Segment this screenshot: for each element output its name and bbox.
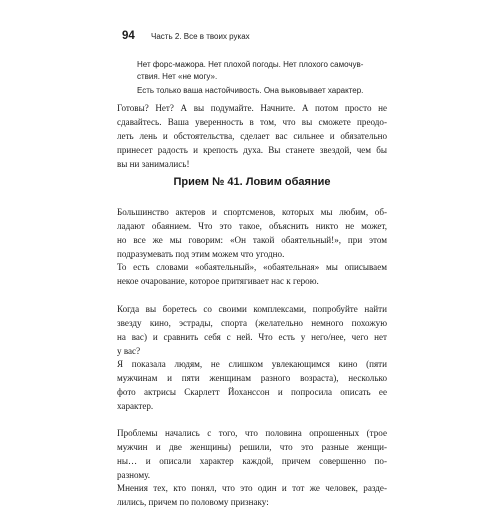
text-line: фото актрисы Скарлетт Йоханссон и попросила описать ее xyxy=(117,386,387,397)
paragraph xyxy=(117,102,387,172)
text-line: у вас? xyxy=(117,345,141,356)
quote-line: Нет форс-мажора. Нет плохой погоды. Нет плохого самочув- xyxy=(137,60,364,69)
text-line: мужчин и две женщины) решили, что это разные женщи- xyxy=(117,441,387,452)
running-head: Часть 2. Все в твоих руках xyxy=(151,32,250,41)
text-line: подразумевать под этим можем что угодно. xyxy=(117,248,285,259)
paragraph xyxy=(117,358,387,414)
text-line: То есть словами «обаятельный», «обаятельная» мы описываем xyxy=(117,262,387,272)
text-line: мужчинам и пяти женщинам разного возраста), несколько xyxy=(117,372,387,383)
text-line: на вас) и сравнить себя с ней. Что есть у него/нее, чего нет xyxy=(117,331,387,342)
text-line: принесет радость и крепость духа. Вы станете звездой, чем бы xyxy=(117,144,387,155)
text-line: звезду кино, эстрады, спорта (желательно немного похожую xyxy=(117,317,387,328)
text-line: лились, причем по половому признаку: xyxy=(117,496,269,507)
paragraph xyxy=(117,206,387,262)
text-line: Я показала людям, не слишком увлекающимся кино (пяти xyxy=(117,359,387,369)
text-line: леть лень и обстоятельства, сделает вас сильнее и обязательно xyxy=(117,130,387,141)
section-title: Прием № 41. Ловим обаяние xyxy=(173,176,331,188)
text-line: Большинство актеров и спортсменов, которых мы любим, об- xyxy=(117,207,387,217)
quote-line: ствия. Нет «не могу». xyxy=(137,72,218,81)
paragraph xyxy=(117,261,387,289)
text-line: характер. xyxy=(117,400,154,411)
page-header xyxy=(122,29,382,45)
text-line: Мнения тех, кто понял, что это один и тот же человек, разде- xyxy=(117,483,387,493)
quote-block xyxy=(137,59,385,83)
text-line: вы ни занимались! xyxy=(117,158,190,169)
text-line: Когда вы боретесь со своими комплексами, попробуйте найти xyxy=(117,304,387,314)
text-line: Проблемы начались с того, что половина опрошенных (трое xyxy=(117,428,387,438)
paragraph xyxy=(117,427,387,483)
text-line: ладают обаянием. Что это такое, объяснить никто не может, xyxy=(117,220,387,231)
page-number: 94 xyxy=(122,30,135,42)
paragraph xyxy=(117,482,387,510)
text-line: Готовы? Нет? А вы подумайте. Начните. А потом просто не xyxy=(117,103,387,113)
paragraph xyxy=(117,303,387,359)
quote-closing xyxy=(137,85,385,97)
text-line: разному. xyxy=(117,469,151,480)
quote-line: Есть только ваша настойчивость. Она выковывает характер. xyxy=(137,86,364,95)
text-line: ны… и описали характер каждой, причем совершенно по- xyxy=(117,455,387,466)
text-line: но все же мы говорим: «Он такой обаятельный!», при этом xyxy=(117,234,387,245)
text-line: сдавайтесь. Ваша уверенность в том, что вы сможете преодо- xyxy=(117,116,387,127)
text-line: некое очарование, которое притягивает нас к герою. xyxy=(117,275,319,286)
